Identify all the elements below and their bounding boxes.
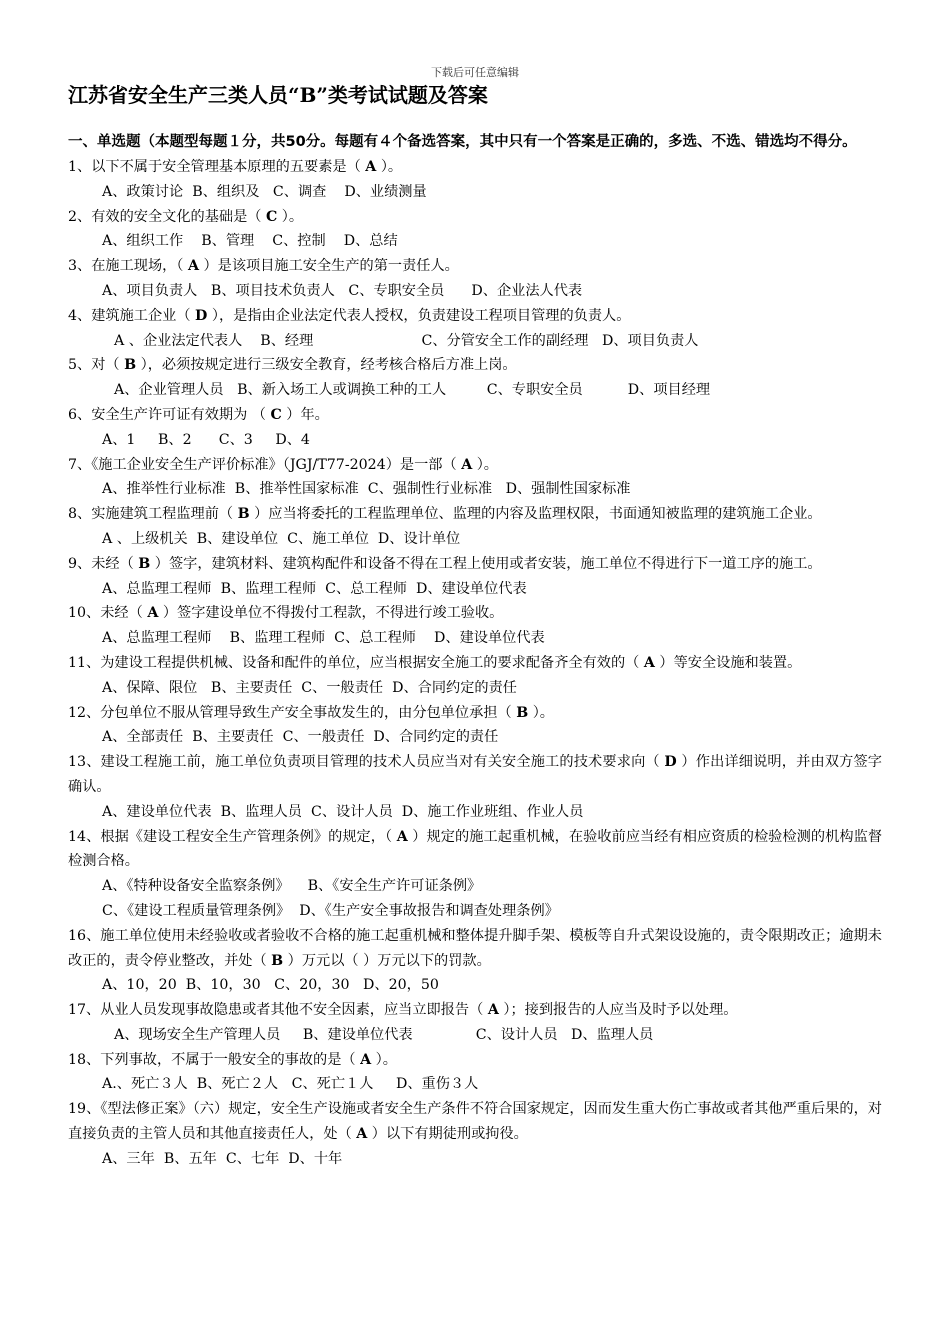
- header-note: 下载后可任意编辑: [431, 66, 519, 79]
- question-text-after: ）签字建设单位不得拨付工程款，不得进行竣工验收。: [158, 605, 504, 622]
- question-stem: [68, 651, 882, 676]
- question-text: 11、为建设工程提供机械、设备和配件的单位，应当根据安全施工的要求配备齐全有效的（: [68, 654, 644, 671]
- question-stem: [68, 403, 882, 428]
- question-text-after: ），必须按规定进行三级安全教育，经考核合格后方准上岗。: [136, 357, 517, 374]
- section-heading: 一、单选题（本题型每题１分，共50分。每题有４个备选答案，其中只有一个答案是正确的，多选、不选、错选均不得分。: [68, 134, 857, 150]
- question-text-after: ）等安全设施和装置。: [654, 654, 802, 671]
- answer-options: A、现场安全生产管理人员 B、建设单位代表 C、设计人员 D、监理人员: [114, 1026, 654, 1043]
- answer-options: A、企业管理人员 B、新入场工人或调换工种的工人 C、专职安全员 D、项目经理: [114, 382, 711, 399]
- answer-letter: A: [643, 654, 655, 671]
- question-stem: [68, 205, 882, 230]
- answer-options: A、组织工作 B、管理 C、控制 D、总结: [102, 233, 398, 250]
- question-stem: [68, 552, 882, 577]
- question-text: 5、对（: [68, 357, 125, 374]
- question-text-after: ）。: [371, 1051, 397, 1068]
- answer-options: A、总监理工程师 B、监理工程师 C、总工程师 D、建设单位代表: [102, 580, 527, 597]
- answer-options: A、10，20 B、10，30 C、20，30 D、20，50: [102, 977, 439, 994]
- question-stem: [68, 453, 882, 478]
- answer-options: C、《建设工程质量管理条例》 D、《生产安全事故报告和调查处理条例》: [102, 902, 559, 919]
- question-text: 1、以下不属于安全管理基本原理的五要素是（: [68, 159, 366, 175]
- question-stem: [68, 701, 882, 726]
- answer-options: A 、上级机关 B、建设单位 C、施工单位 D、设计单位: [102, 530, 461, 547]
- answer-options: A、项目负责人 B、项目技术负责人 C、专职安全员 D、企业法人代表: [102, 282, 583, 299]
- question-text: 19、《型法修正案》（六）规定，安全生产设施或者安全生产条件不符合国家规定，因而发生重大伤亡事故或者其他严重后果的，对直接负责的主管人员和其他直接责任人，处（: [68, 1101, 882, 1143]
- question-stem: [68, 304, 882, 329]
- answer-letter: A: [396, 828, 408, 845]
- question-text-after: ）。: [376, 159, 403, 175]
- answer-letter: A: [487, 1002, 499, 1019]
- question-stem: [68, 998, 882, 1023]
- question-text: 6、安全生产许可证有效期为 （: [68, 406, 271, 423]
- question-text-after: ）作出详细说明，并由双方签字确认。: [68, 754, 882, 795]
- question-stem: [68, 353, 882, 378]
- answer-letter: B: [237, 506, 250, 523]
- question-text: 9、未经（: [68, 555, 139, 572]
- question-stem: [68, 601, 882, 626]
- question-text-after: ）万元以（ ）万元以下的罚款。: [283, 952, 491, 969]
- answer-letter: A: [461, 456, 473, 473]
- question-stem: [68, 750, 882, 800]
- answer-options: A、1 B、2 C、3 D、4: [102, 431, 310, 448]
- answer-options: A、三年 B、五年 C、七年 D、十年: [102, 1150, 343, 1167]
- question-text-after: ），是指由企业法定代表人授权，负责建设工程项目管理的负责人。: [207, 307, 631, 324]
- question-stem: [68, 825, 882, 875]
- answer-letter: A: [365, 159, 377, 175]
- answer-letter: A: [360, 1051, 372, 1068]
- question-text: 16、施工单位使用未经验收或者验收不合格的施工起重机械和整体提升脚手架、模板等自升式架设设施的，责令限期改正；逾期未改正的，责令停业整改，并处（: [68, 927, 882, 969]
- question-text: 3、在施工现场，（: [68, 258, 188, 275]
- answer-letter: D: [195, 307, 208, 324]
- answer-options: A、推举性行业标准 B、推举性国家标准 C、强制性行业标准 D、强制性国家标准: [102, 481, 631, 498]
- answer-letter: D: [664, 754, 677, 771]
- question-text-after: ）规定的施工起重机械，在验收前应当经有相应资质的检验检测的机构监督检测合格。: [68, 828, 883, 870]
- answer-options: A、总监理工程师 B、监理工程师 C、总工程师 D、建设单位代表: [102, 630, 545, 647]
- question-text: 10、未经（: [68, 605, 148, 622]
- question-stem: [68, 924, 882, 974]
- question-stem: [68, 155, 882, 180]
- question-stem: [68, 1097, 882, 1147]
- question-text-after: ）签字，建筑材料、建筑构配件和设备不得在工程上使用或者安装，施工单位不得进行下一道工序的施工。: [150, 555, 822, 572]
- page-title: 江苏省安全生产三类人员“B”类考试试题及答案: [68, 83, 488, 107]
- answer-options: A、全部责任 B、主要责任 C、一般责任 D、合同约定的责任: [102, 729, 499, 746]
- answer-letter: B: [138, 555, 151, 572]
- question-text: 14、根据《建设工程安全生产管理条例》的规定，（: [68, 828, 397, 845]
- question-text: 2、有效的安全文化的基础是（: [68, 208, 266, 225]
- question-text-after: ）年。: [281, 406, 329, 423]
- question-text: 8、实施建筑工程监理前（: [68, 506, 238, 523]
- question-text-after: ）。: [472, 456, 498, 473]
- question-text-after: ）；接到报告的人应当及时予以处理。: [498, 1002, 738, 1019]
- answer-options: A、政策讨论 B、组织及 C、调查 D、业绩测量: [102, 183, 427, 200]
- answer-letter: C: [270, 406, 282, 423]
- answer-letter: C: [265, 208, 278, 225]
- answer-letter: A: [356, 1126, 368, 1143]
- answer-letter: B: [271, 952, 284, 969]
- question-text-after: ）是该项目施工安全生产的第一责任人。: [198, 258, 459, 275]
- question-text-after: ）以下有期徒刑或拘役。: [367, 1126, 528, 1143]
- answer-letter: B: [124, 357, 137, 374]
- question-text: 7、《施工企业安全生产评价标准》（JGJ/T77-2024）是一部（: [68, 456, 462, 473]
- answer-letter: B: [516, 704, 529, 721]
- answer-options: A.、死亡３人 B、死亡２人 C、死亡１人 D、重伤３人: [102, 1076, 479, 1093]
- answer-options: A、《特种设备安全监察条例》 B、《安全生产许可证条例》: [102, 878, 482, 895]
- answer-options: A 、企业法定代表人 B、经理 C、分管安全工作的副经理 D、项目负责人: [114, 332, 699, 349]
- question-stem: [68, 502, 882, 527]
- question-text: 18、下列事故，不属于一般安全的事故的是（: [68, 1051, 361, 1068]
- question-stem: [68, 1048, 882, 1073]
- question-text-after: ）。: [528, 704, 554, 721]
- question-text: 12、分包单位不服从管理导致生产安全事故发生的，由分包单位承担（: [68, 704, 517, 721]
- questions-container: [68, 155, 882, 1172]
- answer-options: A、建设单位代表 B、监理人员 C、设计人员 D、施工作业班组、作业人员: [102, 803, 584, 820]
- answer-letter: A: [147, 605, 159, 622]
- question-text: 4、建筑施工企业（: [68, 307, 196, 324]
- question-text-after: ）应当将委托的工程监理单位、监理的内容及监理权限，书面通知被监理的建筑施工企业。: [249, 506, 822, 523]
- question-text: 13、建设工程施工前，施工单位负责项目管理的技术人员应当对有关安全施工的技术要求向（: [68, 754, 665, 771]
- answer-options: A、保障、限位 B、主要责任 C、一般责任 D、合同约定的责任: [102, 679, 517, 696]
- answer-letter: A: [187, 258, 199, 275]
- question-stem: [68, 254, 882, 279]
- question-text: 17、从业人员发现事故隐患或者其他不安全因素，应当立即报告（: [68, 1002, 488, 1019]
- question-text-after: ）。: [277, 208, 304, 225]
- question-list: [68, 130, 882, 1172]
